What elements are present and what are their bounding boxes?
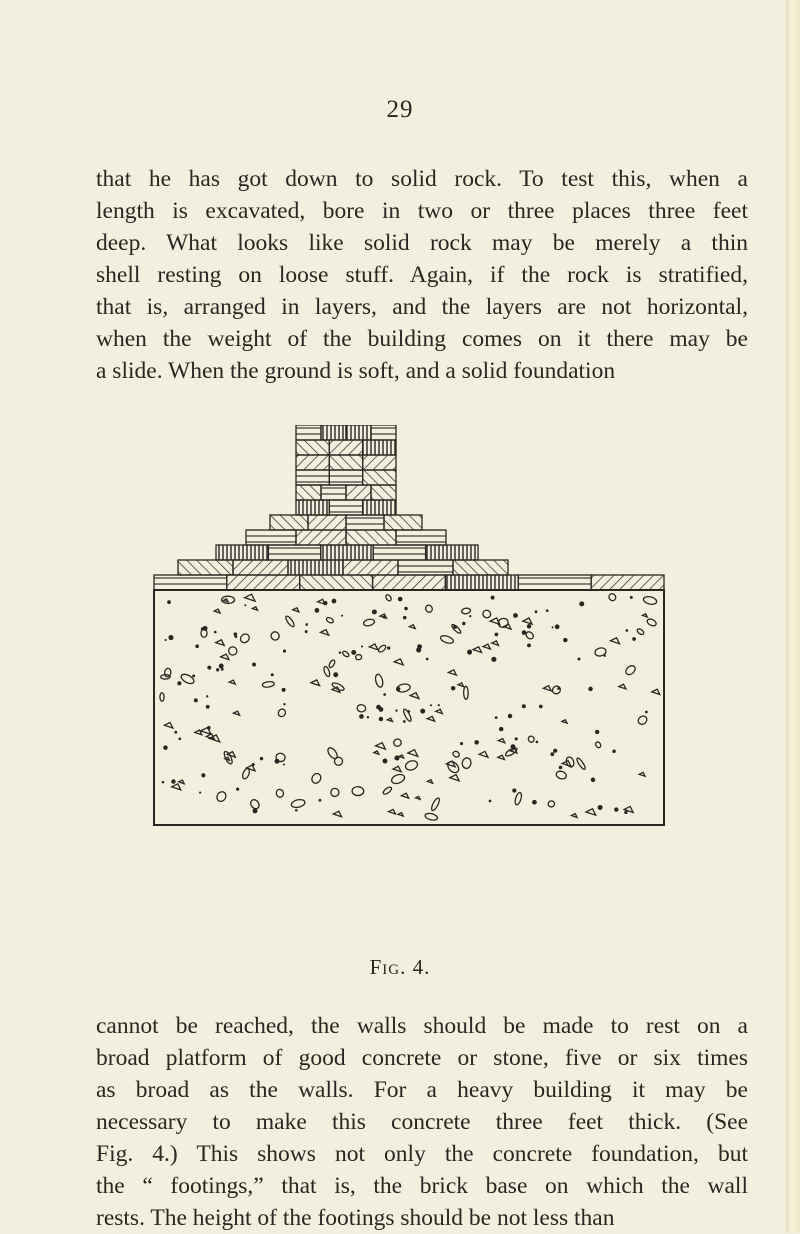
brick-course-segment [363,440,396,455]
aggregate-stone [252,663,256,667]
brick-course-segment [296,530,346,545]
aggregate-stone [351,650,356,655]
aggregate-stone [270,630,281,641]
brick-course-segment [346,485,371,500]
text-line: as broad as the walls. For a heavy building it may be [96,1077,748,1103]
aggregate-stone [513,613,518,618]
aggregate-stone [430,704,432,706]
aggregate-stone [342,650,350,658]
aggregate-stone [426,658,429,661]
aggregate-stone [192,674,195,677]
aggregate-stone [450,775,459,781]
aggregate-stone [512,789,516,793]
aggregate-stone [387,718,392,721]
brick-course-segment [329,500,362,515]
aggregate-stone [359,714,364,719]
aggregate-stone [333,672,338,677]
aggregate-stone [430,797,441,812]
aggregate-stone [495,633,499,637]
aggregate-stone [293,608,299,612]
aggregate-stone [630,596,633,599]
aggregate-stone [462,757,472,769]
aggregate-stone [315,608,320,613]
aggregate-stone [401,793,408,798]
aggregate-stone [522,704,526,708]
aggregate-stone [404,759,418,771]
brick-course-segment [296,440,329,455]
aggregate-stone [527,643,531,647]
brick-course-segment [288,560,343,575]
aggregate-stone [458,683,464,687]
aggregate-stone [367,716,369,718]
brick-course-segment [296,470,329,485]
aggregate-stone [160,693,164,702]
aggregate-stone [523,618,532,624]
aggregate-stone [489,800,492,803]
brick-course-segment [321,425,346,440]
aggregate-stone [174,731,177,734]
aggregate-stone [462,622,466,626]
aggregate-stone [216,668,219,671]
aggregate-stone [377,644,387,653]
aggregate-stone [215,790,228,803]
text-line: shell resting on loose stuff. Again, if the rock is stratified, [96,262,748,288]
bottom-paragraph [96,1010,748,1234]
aggregate-stone [637,714,649,726]
aggregate-stone [252,607,257,611]
aggregate-stone [451,686,456,691]
brick-course-segment [296,425,321,440]
aggregate-stone [180,672,196,685]
aggregate-stone [207,666,211,670]
aggregate-stone [394,659,403,665]
aggregate-stone [374,751,379,754]
brick-course-segment [396,530,446,545]
aggregate-stone [514,792,523,806]
aggregate-stone [168,635,173,640]
brick-course-segment [346,425,371,440]
brick-course-segment [363,470,396,485]
aggregate-stone [162,781,165,784]
aggregate-stone [355,654,362,660]
aggregate-stone [332,599,337,604]
aggregate-stone [206,695,208,697]
aggregate-stone [383,693,386,696]
aggregate-stone [387,646,390,649]
aggregate-stone [361,646,363,648]
aggregate-stone [535,610,538,613]
aggregate-stone [563,638,567,642]
aggregate-stone [511,744,516,749]
brick-course-segment [371,485,396,500]
foundation-footings-illustration [150,425,670,840]
brick-course-segment [216,545,268,560]
aggregate-stone [576,757,587,770]
aggregate-stone [515,737,518,740]
aggregate-stone [652,689,660,694]
brick-course-segment [268,545,320,560]
aggregate-stone [408,710,411,713]
aggregate-stone [440,634,455,644]
aggregate-stone [239,632,251,644]
aggregate-stone [645,711,648,714]
brick-course-segment [453,560,508,575]
aggregate-stone [369,644,378,650]
aggregate-stone [341,615,343,617]
aggregate-stone [216,640,224,646]
aggregate-stone [508,714,512,718]
aggregate-stone [539,705,543,709]
aggregate-stone [214,631,217,634]
brick-course-segment [321,545,373,560]
aggregate-stone [333,811,341,816]
aggregate-stone [363,618,375,627]
aggregate-stone [245,594,255,601]
aggregate-stone [559,766,563,770]
text-line: Fig. 4.) This shows not only the concrete foundation, but [96,1141,748,1167]
aggregate-stone [326,617,335,624]
aggregate-stone [473,647,481,653]
aggregate-stone [333,756,344,767]
aggregate-stone [399,755,404,758]
aggregate-stone [385,594,393,602]
text-line: rests. The height of the footings should be not less than [96,1205,615,1231]
brick-course-segment [426,545,478,560]
aggregate-stone [310,772,322,785]
aggregate-stone [223,599,228,602]
brick-course-segment [246,530,296,545]
aggregate-stone [282,688,286,692]
aggregate-stone [295,809,298,812]
aggregate-stone [409,625,415,629]
aggregate-stone [221,654,229,660]
aggregate-stone [390,773,405,785]
brick-course-segment [363,500,396,515]
brick-course-segment [227,575,300,590]
aggregate-stone [167,600,171,604]
aggregate-stone [318,799,321,802]
brick-course-segment [233,560,288,575]
brick-course-segment [445,575,518,590]
aggregate-stone [436,709,443,713]
aggregate-stone [438,704,440,706]
aggregate-stone [408,750,418,757]
aggregate-stone [591,778,596,783]
aggregate-stone [352,787,364,796]
brick-course-segment [371,425,396,440]
aggregate-stone [393,738,402,747]
aggregate-stone [552,626,554,628]
aggregate-stone [172,784,181,790]
aggregate-stone [632,637,636,641]
text-line: cannot be reached, the walls should be made to rest on a [96,1013,748,1039]
aggregate-stone [233,711,239,715]
aggregate-stone [388,809,395,814]
brick-course-segment [308,515,346,530]
aggregate-stone [283,703,285,705]
aggregate-stone [595,741,602,749]
aggregate-stone [328,659,336,668]
aggregate-stone [260,757,263,760]
aggregate-stone [403,720,406,723]
page-number: 29 [386,96,414,123]
aggregate-stone [546,609,549,612]
aggregate-stone [536,741,539,744]
aggregate-stone [262,681,275,688]
aggregate-stone [165,639,167,641]
aggregate-stone [305,623,308,626]
aggregate-stone [452,750,460,758]
aggregate-stone [398,813,403,816]
brick-course-segment [296,500,329,515]
aggregate-stone [639,772,645,776]
aggregate-stone [483,644,490,649]
aggregate-stone [492,641,499,645]
aggregate-stone [577,657,580,660]
aggregate-stone [179,780,185,784]
aggregate-stone [284,615,295,628]
aggregate-stone [234,635,237,638]
aggregate-stone [277,708,287,718]
aggregate-stone [427,716,434,721]
page-edge [786,0,800,1233]
aggregate-stone [448,670,456,675]
aggregate-stone [427,780,432,784]
aggregate-stone [417,644,422,649]
aggregate-stone [460,742,463,745]
aggregate-stone [372,609,377,614]
aggregate-stone [461,608,471,615]
aggregate-stone [643,595,658,605]
aggregate-stone [555,624,560,629]
aggregate-stone [171,779,175,783]
aggregate-stone [311,680,320,686]
aggregate-stone [626,629,629,632]
brick-course-segment [384,515,422,530]
brick-course-segment [300,575,373,590]
aggregate-stone [402,708,412,722]
aggregate-stone [612,749,616,753]
aggregate-stone [453,625,457,629]
brick-course-segment [346,515,384,530]
top-paragraph [96,163,748,387]
aggregate-stone [305,630,308,633]
brick-course-segment [329,455,362,470]
brick-footings [154,425,664,590]
aggregate-stone [424,812,438,821]
concrete-foundation [154,590,664,825]
aggregate-stone [165,722,173,728]
text-line: the “ footings,” that is, the brick base on which the wall [96,1173,748,1199]
aggregate-stone [323,601,327,605]
aggregate-stone [636,628,645,636]
aggregate-stone [451,623,462,634]
aggregate-stone [199,791,201,793]
aggregate-stone [283,763,285,765]
aggregate-stone [244,604,246,606]
aggregate-stone [283,650,286,653]
aggregate-stone [291,798,306,808]
aggregate-stone [398,597,403,602]
brick-course-segment [346,530,396,545]
aggregate-stone [321,630,329,635]
brick-course-segment [591,575,664,590]
aggregate-stone [579,601,584,606]
aggregate-stone [275,788,284,798]
brick-course-segment [270,515,308,530]
aggregate-stone [177,681,181,685]
brick-course-segment [154,575,227,590]
aggregate-stone [163,745,168,750]
aggregate-stone [357,704,366,712]
aggregate-stone [206,705,210,709]
aggregate-stone [383,759,388,764]
aggregate-stone [598,805,603,810]
aggregate-stone [642,614,647,617]
aggregate-stone [214,609,220,613]
aggregate-stone [326,746,339,760]
aggregate-stone [404,607,408,611]
aggregate-stone [446,760,461,775]
aggregate-stone [464,686,469,699]
aggregate-stone [469,615,471,617]
brick-course-segment [518,575,591,590]
text-line: necessary to make this concrete three feet thick. (See [96,1109,748,1135]
aggregate-stone [586,809,596,815]
aggregate-stone [490,618,500,624]
aggregate-stone [562,720,567,723]
aggregate-stone [553,749,557,753]
text-line: broad platform of good concrete or stone, five or six times [96,1045,748,1071]
aggregate-stone [249,798,261,810]
aggregate-stone [547,800,555,808]
figure-caption: Fig. 4. [369,955,431,979]
aggregate-stone [229,680,235,684]
aggregate-stone [619,684,626,689]
aggregate-stone [555,770,567,780]
aggregate-stone [374,674,384,688]
aggregate-stone [410,693,419,699]
brick-course-segment [296,455,329,470]
text-line: that is, arranged in layers, and the layers are not horizontal, [96,294,748,320]
brick-course-segment [321,485,346,500]
aggregate-stone [206,734,214,739]
aggregate-stone [527,624,531,628]
aggregate-stone [416,796,421,799]
aggregate-stone [339,651,342,654]
aggregate-stone [491,657,496,662]
aggregate-stone [474,740,479,745]
text-line: that he has got down to solid rock. To test this, when a [96,166,748,192]
aggregate-stone [550,752,554,756]
aggregate-stone [498,738,504,742]
aggregate-stone [495,716,498,719]
aggregate-stone [403,616,407,620]
brick-course-segment [329,440,362,455]
brick-course-segment [373,545,425,560]
aggregate-stone [571,814,577,818]
aggregate-stone [420,709,425,714]
aggregate-stone [236,788,239,791]
aggregate-stone [382,786,393,796]
aggregate-stone [271,673,274,676]
aggregate-stone [491,596,495,600]
text-line: a slide. When the ground is soft, and a solid foundation [96,358,616,384]
aggregate-stone [608,592,618,602]
aggregate-stone [376,705,381,710]
aggregate-stone [164,668,171,677]
brick-course-segment [296,485,321,500]
brick-course-segment [329,470,362,485]
aggregate-stone [543,686,551,691]
aggregate-stone [179,737,182,740]
aggregate-stone [379,717,384,722]
aggregate-stone [646,618,657,628]
brick-course-segment [178,560,233,575]
aggregate-stone [482,609,492,619]
aggregate-stone [194,698,198,702]
aggregate-stone [499,727,504,732]
aggregate-stone [614,807,618,811]
aggregate-stone [610,638,619,644]
aggregate-stone [479,751,488,757]
aggregate-stone [532,800,537,805]
aggregate-stone [595,730,599,734]
brick-course-segment [363,455,396,470]
aggregate-stone [527,735,535,743]
aggregate-stone [498,755,505,759]
aggregate-stone [195,644,199,648]
brick-course-segment [373,575,446,590]
text-line: length is excavated, bore in two or three places three feet [96,198,748,224]
aggregate-stone [393,766,401,771]
text-line: when the weight of the building comes on it there may be [96,326,748,352]
brick-course-segment [343,560,398,575]
aggregate-stone [201,773,205,777]
aggregate-stone [227,645,239,657]
aggregate-stone [395,709,397,711]
aggregate-stone [551,685,562,696]
aggregate-stone [624,664,637,677]
aggregate-stone [424,604,433,614]
aggregate-stone [329,787,340,798]
aggregate-stone [219,664,224,669]
aggregate-stone [588,687,593,692]
brick-course-segment [398,560,453,575]
aggregate-stone [376,743,386,749]
aggregate-stone [201,627,204,630]
aggregate-stone [468,652,471,655]
text-line: deep. What looks like solid rock may be merely a thin [96,230,748,256]
